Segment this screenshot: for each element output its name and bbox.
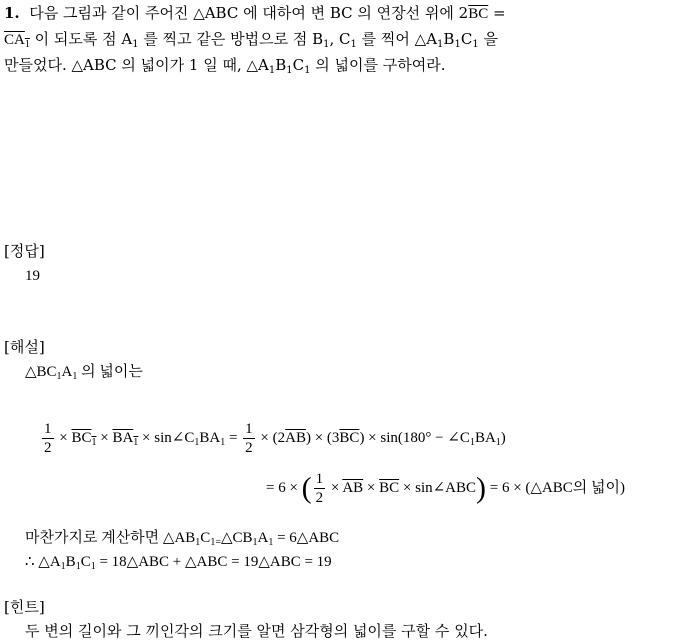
segment-bc: $\overline{BC}$ bbox=[379, 479, 400, 496]
segment-ba1: $BA_1$ bbox=[112, 429, 139, 448]
problem-text: 이 되도록 점 A bbox=[29, 30, 133, 48]
problem-text: 를 찍고 같은 방법으로 점 B bbox=[138, 30, 324, 48]
problem-text: = bbox=[488, 4, 506, 22]
segment-bc: $\overline{BC}$ bbox=[339, 429, 360, 446]
problem-text: 다음 그림과 같이 주어진 △ABC 에 대하여 변 BC 의 연장선 위에 2 bbox=[29, 4, 469, 22]
segment-bc1: $BC_1$ bbox=[71, 429, 97, 448]
problem-line-3: 만들었다. △ABC 의 넓이가 1 일 때, $\triangle A_1B_1C_1$ 의 넓이를 구하여라. bbox=[4, 56, 446, 76]
problem-line-2: $CA_1$ 이 되도록 점 $A_1$ 를 찍고 같은 방법으로 점 $B_1$, $C_1$ 를 찍어 $\triangle A_1B_1C_1$ 을 bbox=[4, 30, 498, 50]
solution-therefore-line: ∴ $\triangle A_1B_1C_1$ = 18△ABC + △ABC = 19△ABC = 19 bbox=[25, 554, 332, 572]
fraction-half: $\frac{1}{2}$ bbox=[315, 471, 324, 506]
solution-similar-line: 마찬가지로 계산하면 $\triangle AB_1C_{1=}\triangle CB_1A_1$ = 6△ABC bbox=[25, 530, 340, 548]
equation-line-2: = 6 × ( $\frac{1}{2}$ × $\overline{AB} \times \overline{BC}$ × sin∠ABC) = 6 × (△ABC의 넓이) bbox=[266, 471, 626, 506]
equation-line-1: $\frac{1}{2}$ × $BC_1 \times BA_1$ × $\sin\angle C_1BA_1$ = $\frac{1}{2}$ × $(2\overline{AB}) \times (3\overline{BC}) \times \sin(180^\circ$ − $\angle C_1BA_1$) bbox=[44, 421, 506, 456]
problem-number: 1. bbox=[4, 4, 20, 22]
problem-line-1 bbox=[4, 2, 506, 23]
segment-bc: $\overline{BC}$ bbox=[468, 6, 489, 22]
hint-text: 두 변의 길이와 그 끼인각의 크기를 알면 삼각형의 넓이를 구할 수 있다. bbox=[25, 622, 488, 640]
answer-value: 19 bbox=[25, 268, 40, 284]
fraction-half: $\frac{1}{2}$ bbox=[44, 421, 52, 456]
hint-label: [힌트] bbox=[4, 598, 45, 616]
segment-ca1: $CA_1$ bbox=[4, 32, 30, 50]
segment-ab: $\overline{AB}$ bbox=[285, 429, 306, 446]
fraction-half: $\frac{1}{2}$ bbox=[245, 421, 253, 456]
solution-intro: $\triangle BC_1A_1$ 의 넓이는 bbox=[25, 364, 143, 382]
segment-ab: $\overline{AB}$ bbox=[342, 479, 364, 496]
answer-label: [정답] bbox=[4, 242, 45, 260]
solution-label: [해설] bbox=[4, 338, 45, 356]
